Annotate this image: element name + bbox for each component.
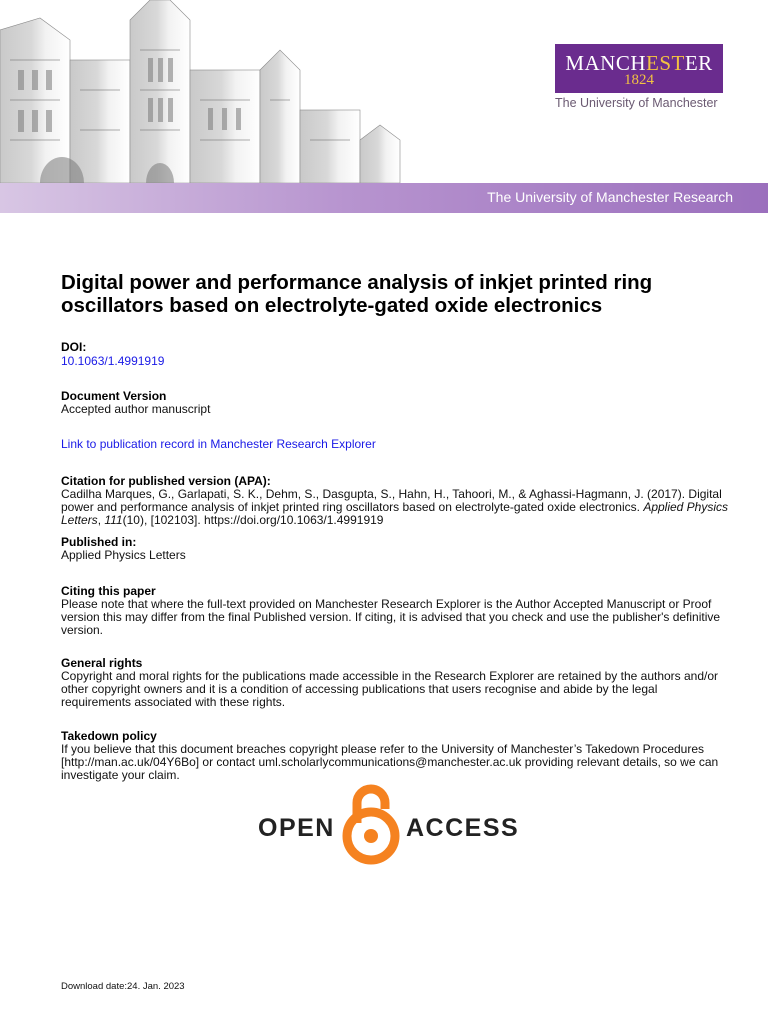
- paper-header: [61, 271, 721, 317]
- takedown-section: [61, 730, 729, 782]
- logo-subtitle: The University of Manchester: [555, 96, 718, 110]
- logo-wordmark: MANCHESTER: [565, 51, 713, 75]
- doi-section: [61, 341, 729, 368]
- publication-record-link[interactable]: Link to publication record in Manchester Research Explorer: [61, 437, 376, 451]
- general-rights-label: General rights: [61, 656, 143, 670]
- open-access-lock-icon: [341, 779, 401, 865]
- open-access-word-access: ACCESS: [406, 814, 520, 842]
- doi-label: DOI:: [61, 340, 87, 354]
- research-bar-title: The University of Manchester Research: [487, 189, 733, 205]
- citation-section: [61, 475, 729, 527]
- logo-year: 1824: [624, 72, 654, 88]
- document-version-value: Accepted author manuscript: [61, 402, 211, 416]
- takedown-text: If you believe that this document breaches copyright please refer to the University of Manchester’s Takedown Procedures [http://man.ac.uk/04Y6Bo] or contact uml.scholarlycommunications@manchester.ac.uk providing relevant details, so we can investigate your claim.: [61, 742, 719, 782]
- citing-label: Citing this paper: [61, 584, 156, 598]
- doi-link[interactable]: 10.1063/1.4991919: [61, 354, 165, 368]
- record-link-section: [61, 438, 729, 451]
- citation-text: Cadilha Marques, G., Garlapati, S. K., Dehm, S., Dasgupta, S., Hahn, H., Tahoori, M., & Aghassi-Hagmann, J. (2017). Digital power and performance analysis of inkjet printed ring oscillators based on electrolyte-gated oxide electronics. Applied Physics Letters, 111(10), [102103]. https://doi.org/10.1063/1.4991919: [61, 487, 729, 527]
- citing-text: Please note that where the full-text provided on Manchester Research Explorer is the Author Accepted Manuscript or Proof version this may differ from the final Published version. If citing, it is advised that you check and use the publisher's definitive version.: [61, 597, 721, 637]
- published-in-value: Applied Physics Letters: [61, 548, 186, 562]
- document-version-section: [61, 390, 729, 416]
- open-access-word-open: OPEN: [258, 814, 335, 842]
- paper-title: Digital power and performance analysis of inkjet printed ring oscillators based on electrolyte-gated oxide electronics: [61, 271, 653, 317]
- document-version-label: Document Version: [61, 389, 167, 403]
- citation-volume: 111: [104, 513, 123, 527]
- general-rights-section: [61, 657, 729, 709]
- citation-journal: Applied Physics Letters: [61, 500, 729, 527]
- citing-section: [61, 585, 729, 637]
- download-date: Download date:24. Jan. 2023: [61, 981, 185, 992]
- published-in-label: Published in:: [61, 535, 137, 549]
- takedown-label: Takedown policy: [61, 729, 157, 743]
- citation-label: Citation for published version (APA):: [61, 474, 271, 488]
- university-logo[interactable]: [555, 44, 723, 93]
- general-rights-text: Copyright and moral rights for the publications made accessible in the Research Explorer are retained by the authors and/or other copyright owners and it is a condition of accessing publications that users recognise and abide by the legal requirements associated with these rights.: [61, 669, 719, 709]
- published-in-section: [61, 536, 729, 562]
